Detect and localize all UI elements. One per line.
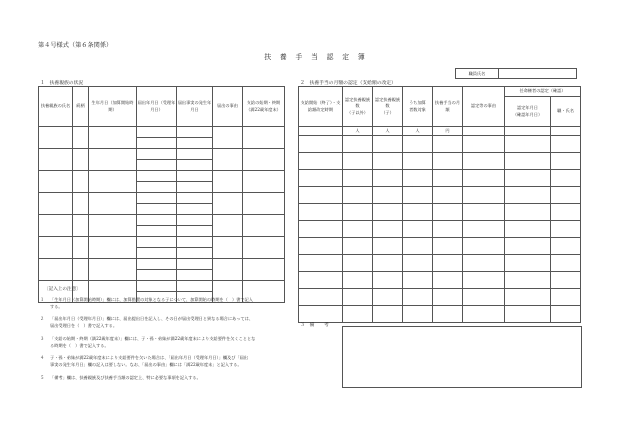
allowance-cell [505,127,551,136]
dependent-cell[interactable] [177,281,213,292]
dependent-cell[interactable] [177,270,213,281]
allowance-cell[interactable] [403,255,433,272]
allowance-row [299,238,581,255]
dependent-cell[interactable] [73,215,89,237]
header-dependent-name: 扶養親族の氏名 [39,87,73,127]
allowance-cell[interactable] [403,221,433,238]
dependent-cell[interactable] [39,259,73,281]
allowance-cell[interactable] [551,289,581,306]
dependent-cell[interactable] [137,182,177,193]
instruction-text: 「支給の始期・終期（満22歳年度末）」欄には、子・孫・弟妹が満22歳年度末により支給要件を欠くこととな [50,336,256,341]
header-relationship: 続柄 [73,87,89,127]
instruction-continuation: 届出受理日を（ ）書で記入する。 [50,322,118,328]
allowance-cell[interactable] [373,289,403,306]
dependent-cell[interactable] [243,237,285,259]
allowance-cell[interactable] [433,153,463,170]
allowance-cell[interactable] [403,272,433,289]
allowance-cell[interactable] [433,306,463,323]
instruction-item [40,336,290,349]
dependent-cell[interactable] [137,281,177,292]
dependent-cell[interactable] [137,204,177,215]
allowance-cell[interactable] [403,289,433,306]
header-birthdate: 生年月日（加算開始時期） [89,87,137,127]
instruction-text: 子・孫・弟妹が満22歳年度末により支給要件を欠いた場合は、「届出年月日（受理年月日）」欄及び「届出 [50,355,248,360]
allowance-cell[interactable] [463,272,505,289]
allowance-cell[interactable] [463,187,505,204]
instruction-text: 「備考」欄は、扶養親族及び扶養手当額の認定上、特に必要な事項を記入する。 [50,375,201,380]
unit-label: 人 [343,127,373,136]
allowance-cell[interactable] [463,204,505,221]
dependent-cell[interactable] [177,259,213,270]
dependent-cell[interactable] [213,193,243,215]
allowance-cell[interactable] [343,170,373,187]
allowance-table [298,86,581,323]
dependent-cell[interactable] [137,248,177,259]
dependent-cell[interactable] [213,237,243,259]
allowance-cell[interactable] [505,238,551,255]
dependent-cell[interactable] [73,193,89,215]
allowance-cell[interactable] [373,255,403,272]
allowance-cell[interactable] [505,153,551,170]
dependent-cell[interactable] [137,193,177,204]
dependent-cell[interactable] [177,193,213,204]
allowance-cell[interactable] [403,306,433,323]
dependent-cell[interactable] [177,237,213,248]
dependent-cell[interactable] [177,248,213,259]
instructions-title: 〔記入上の注意〕 [44,287,81,292]
allowance-cell[interactable] [551,204,581,221]
allowance-cell[interactable] [343,221,373,238]
dependent-cell[interactable] [137,160,177,171]
dependent-cell[interactable] [89,237,137,259]
allowance-cell[interactable] [299,221,343,238]
allowance-cell [299,127,343,136]
allowance-cell[interactable] [551,170,581,187]
allowance-row [299,272,581,289]
allowance-row [299,255,581,272]
instruction-number: ５ [40,375,45,380]
header-approval-date [505,97,551,127]
allowance-header-row1 [299,87,581,97]
allowance-cell[interactable] [299,272,343,289]
staff-name-box [455,68,577,79]
allowance-cell[interactable] [505,204,551,221]
header-count-child-unit: （子） [381,109,394,115]
header-addition [403,87,433,127]
allowance-cell[interactable] [505,272,551,289]
dependent-cell[interactable] [177,182,213,193]
header-payment-period: 支給の始期・終期（満22歳年度末） [243,87,285,127]
allowance-cell[interactable] [373,204,403,221]
dependent-cell[interactable] [243,127,285,149]
header-count-other-label: 認定扶養親族数 [344,97,371,109]
dependent-cell[interactable] [137,171,177,182]
allowance-cell[interactable] [373,306,403,323]
allowance-cell[interactable] [299,289,343,306]
allowance-cell[interactable] [403,187,433,204]
dependent-cell[interactable] [243,171,285,193]
dependent-row [39,259,285,270]
allowance-cell[interactable] [433,289,463,306]
allowance-cell[interactable] [403,170,433,187]
dependent-cell[interactable] [39,215,73,237]
header-count-child [373,87,403,127]
allowance-cell[interactable] [403,204,433,221]
instruction-text: 「生年月日（加算開始時期）」欄には、加算措置の対象となる子について、加算開始の時期を（ ）書で記入 [50,297,253,302]
allowance-cell[interactable] [433,204,463,221]
allowance-cell[interactable] [343,153,373,170]
dependent-cell[interactable] [137,259,177,270]
allowance-cell[interactable] [373,170,403,187]
allowance-cell[interactable] [433,221,463,238]
allowance-cell [551,127,581,136]
dependent-cell[interactable] [137,226,177,237]
allowance-row [299,170,581,187]
dependent-cell[interactable] [137,237,177,248]
instruction-item [40,316,290,329]
allowance-cell[interactable] [299,170,343,187]
header-report-reason: 届出の事由 [213,87,243,127]
allowance-cell[interactable] [299,187,343,204]
allowance-cell[interactable] [551,136,581,153]
instruction-continuation: 事実の発生年月日」欄の記入は要しない。なお、「届出の事由」欄には「満22歳年度末」と記入する。 [50,361,242,367]
allowance-row [299,289,581,306]
allowance-cell[interactable] [551,238,581,255]
allowance-cell[interactable] [299,255,343,272]
header-count-child-label: 認定扶養親族数 [374,97,401,109]
instruction-item [40,355,290,368]
dependent-cell[interactable] [177,160,213,171]
allowance-cell[interactable] [505,255,551,272]
dependent-cell[interactable] [213,259,243,281]
allowance-cell[interactable] [373,136,403,153]
dependent-cell[interactable] [39,171,73,193]
dependent-cell[interactable] [137,127,177,138]
allowance-cell[interactable] [403,153,433,170]
staff-name-label: 職員氏名 [456,69,499,78]
allowance-row [299,306,581,323]
dependent-cell[interactable] [89,193,137,215]
header-count-other-unit: （子以外） [347,109,368,115]
dependent-cell[interactable] [73,237,89,259]
unit-label: 人 [403,127,433,136]
allowance-cell[interactable] [433,272,463,289]
allowance-cell[interactable] [551,221,581,238]
allowance-cell[interactable] [505,221,551,238]
dependent-cell[interactable] [39,193,73,215]
allowance-cell[interactable] [343,204,373,221]
dependent-cell[interactable] [243,215,285,237]
allowance-cell[interactable] [463,306,505,323]
dependent-cell[interactable] [177,127,213,138]
instruction-number: ２ [40,316,45,321]
dependents-table [38,86,285,303]
dependent-cell[interactable] [39,127,73,149]
allowance-cell[interactable] [373,238,403,255]
dependent-cell[interactable] [39,149,73,171]
dependent-row [39,149,285,160]
allowance-cell[interactable] [373,153,403,170]
allowance-cell[interactable] [373,187,403,204]
allowance-cell[interactable] [343,187,373,204]
allowance-cell[interactable] [403,238,433,255]
unit-label: 円 [433,127,463,136]
dependent-cell[interactable] [243,193,285,215]
allowance-cell[interactable] [403,136,433,153]
dependent-cell[interactable] [73,259,89,281]
instruction-number: ４ [40,355,45,360]
allowance-cell[interactable] [433,238,463,255]
header-addition-sub: 者数対象 [409,106,426,112]
allowance-row [299,221,581,238]
section2-heading: ２ 扶養手当の月額の認定（支給額の改定） [300,81,396,86]
allowance-cell[interactable] [299,306,343,323]
allowance-cell [463,127,505,136]
dependent-cell[interactable] [73,149,89,171]
header-recognition-reason: 認定等の事由 [463,87,505,127]
allowance-cell[interactable] [551,272,581,289]
allowance-cell[interactable] [433,170,463,187]
dependent-cell[interactable] [243,259,285,281]
dependent-row [39,171,285,182]
allowance-row [299,204,581,221]
dependent-cell[interactable] [137,138,177,149]
dependent-row [39,237,285,248]
instruction-item [40,297,290,310]
allowance-cell[interactable] [551,187,581,204]
allowance-cell[interactable] [505,289,551,306]
allowance-cell[interactable] [299,204,343,221]
dependent-cell[interactable] [73,171,89,193]
notes-heading: ３ 備 考 [300,323,329,328]
header-count-other [343,87,373,127]
allowance-cell[interactable] [299,136,343,153]
allowance-cell[interactable] [463,170,505,187]
allowance-cell[interactable] [551,255,581,272]
allowance-cell[interactable] [373,272,403,289]
instruction-text: 「届出年月日（受理年月日）」欄には、届出提出日を記入し、その日が届出受理日と異なる場合にあっては、 [50,316,254,321]
allowance-unit-row [299,127,581,136]
allowance-cell[interactable] [463,255,505,272]
allowance-cell[interactable] [505,187,551,204]
dependent-cell[interactable] [89,149,137,171]
allowance-cell[interactable] [505,136,551,153]
allowance-row [299,136,581,153]
dependent-row [39,127,285,138]
header-approval-date-label: 認定年月日 [517,105,538,111]
allowance-cell[interactable] [463,136,505,153]
allowance-cell[interactable] [551,153,581,170]
dependent-cell[interactable] [89,215,137,237]
dependent-cell[interactable] [89,259,137,281]
header-monthly-amount: 扶養手当の月額 [433,87,463,127]
instruction-continuation: する。 [50,303,63,309]
dependent-cell[interactable] [243,149,285,171]
dependent-cell[interactable] [137,270,177,281]
header-approver: 任命権者の認定（確認） [505,87,581,97]
unit-label: 人 [373,127,403,136]
allowance-cell[interactable] [343,289,373,306]
header-report-date: 届出年月日（受理年月日） [137,87,177,127]
dependent-cell[interactable] [137,215,177,226]
dependent-cell[interactable] [213,171,243,193]
header-approver-name: 職・氏名 [551,97,581,127]
dependent-cell[interactable] [73,127,89,149]
allowance-cell[interactable] [505,306,551,323]
dependent-cell[interactable] [213,215,243,237]
dependent-cell[interactable] [177,215,213,226]
allowance-cell[interactable] [343,255,373,272]
allowance-row [299,153,581,170]
allowance-cell[interactable] [299,153,343,170]
header-approval-date-sub: （確認年月日） [512,111,543,117]
allowance-cell[interactable] [505,170,551,187]
notes-box [342,326,582,388]
allowance-cell[interactable] [299,238,343,255]
instruction-item [40,375,290,382]
allowance-cell[interactable] [463,221,505,238]
form-number: 第４号様式（第６条関係） [38,42,113,49]
allowance-cell[interactable] [343,238,373,255]
header-start-period: 支給開始（終了）・支給額改定時期 [299,87,343,127]
header-occurrence-date: 届出事実の発生年月日 [177,87,213,127]
header-addition-label: うち加算 [409,100,426,106]
allowance-cell[interactable] [343,306,373,323]
dependent-cell[interactable] [213,127,243,149]
section1-heading: １ 扶養親族の状況 [40,81,84,86]
allowance-cell[interactable] [373,221,403,238]
allowance-cell[interactable] [463,153,505,170]
page-title: 扶 養 手 当 認 定 簿 [264,53,366,61]
instruction-continuation: る時期を（ ）書で記入する。 [50,342,109,348]
dependent-cell[interactable] [177,149,213,160]
dependent-row [39,193,285,204]
allowance-cell[interactable] [343,136,373,153]
allowance-cell[interactable] [343,272,373,289]
allowance-cell[interactable] [433,187,463,204]
dependent-cell[interactable] [213,149,243,171]
dependent-cell[interactable] [89,171,137,193]
dependent-cell[interactable] [177,138,213,149]
allowance-row [299,187,581,204]
allowance-cell[interactable] [551,306,581,323]
allowance-cell[interactable] [433,255,463,272]
allowance-cell[interactable] [463,289,505,306]
dependent-cell[interactable] [177,226,213,237]
dependent-row [39,215,285,226]
dependent-cell[interactable] [137,149,177,160]
dependent-cell[interactable] [177,171,213,182]
instruction-number: １ [40,297,45,302]
dependent-cell[interactable] [177,204,213,215]
dependents-header-row [39,87,285,127]
allowance-cell[interactable] [463,238,505,255]
allowance-cell[interactable] [433,136,463,153]
instruction-number: ３ [40,336,45,341]
dependent-cell[interactable] [89,127,137,149]
dependent-cell[interactable] [39,237,73,259]
